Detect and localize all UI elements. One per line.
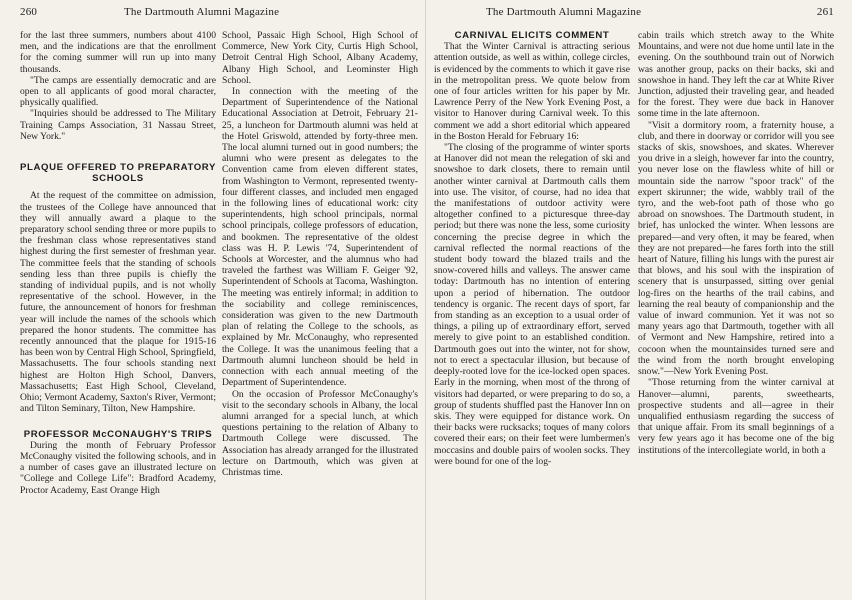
carnival-intro-paragraph: That the Winter Carnival is attracting serious attention outside, as well as within, college circles, is evidenced by the comments to which it gave rise in the metropolitan press. We quote below from one of four articles written for his paper by Mr. Lawrence Perry of the New York Evening Post, a visitor to Hanover during Carnival week. To this comment we add a short editorial which appeared in the Boston Herald for February 16:	[434, 41, 630, 142]
dormitory-paragraph: "Visit a dormitory room, a fraternity house, a club, and there in doorway or corridor will you see stacks of skis, snowshoes, and skates. Wherever you drive in a sleigh, however far into the country, you never lose on the flawless white of hill or mountain side the narrow "spoor track" of the expert skirunner; the wide, wabbly trail of the tyro, and the web-foot path of those who go abroad on snowshoes. The Dartmouth student, in brief, has unlocked the winter. When lessons are prepared—and very often, it may be feared, when they are not prepared—he fares forth into the still heart of Nature, filling his lungs with the purest air that blows, and his soul with the inspiration of scenery that is unsurpassed, sitting over genial log-fires on the hearths of the trail cabins, and learning the real beauty of companionship and the value of inward communion. Yet it was not so many years ago that Dartmouth, together with all of Vermont and New Hampshire, retired into a cocoon when the mountainsides turned sere and the wind from the north brought enveloping snow."—New York Evening Post.	[638, 119, 834, 378]
right-column-1	[434, 30, 630, 596]
albany-lunch-paragraph: On the occasion of Professor McConaughy's visit to the secondary schools in Albany, the local alumni arranged for a special lunch, at which questions pertaining to the relation of Albany to Dartmouth College were discussed. The Association has already arranged for the illustrated lecture on Dartmouth, which was given at Christmas time.	[222, 388, 418, 478]
left-running-title: The Dartmouth Alumni Magazine	[124, 6, 280, 18]
camps-continuation-paragraph: for the last three summers, numbers about 4100 men, and the indications are that the enrollment for the coming summer will run up into many thousands.	[20, 30, 216, 75]
left-column-2	[222, 30, 418, 596]
left-column-1	[20, 30, 216, 596]
right-running-head	[434, 6, 834, 20]
left-running-head	[20, 6, 416, 20]
evening-post-quote-paragraph: "The closing of the programme of winter sports at Hanover did not mean the relegation of ski and snowshoe to dark closets, there to remain until another winter carnival at Dartmouth calls them into use. The visitor, of course, had no idea that the manifestations of outdoor activity were altogether confined to a picturesque three-day period; but there was none the less, some curiosity concerning the precise degree in which the carnival reflected the normal reactions of the student body toward the blazed trails and the snow-covered hills and valleys. The answer came today: Dartmouth has no intention of entering upon a period of hibernation. The outdoor tendency is organic. The recent days of sport, far from standing as an exception to a usual order of things, a piling up of extraordinary effort, served merely to give point to an established condition. Dartmouth goes out into the winter, not for show, not to erect a spectacular illusion, but because of deeply-rooted love for the ice-locked open spaces. Early in the morning, when most of the throng of visitors had departed, or were preparing to do so, a group of students shuffled past the Hanover Inn on skis. They were equipped for distance work. On their backs were rucksacks; toques of many colors covered their ears; on their feet were lumbermen's moccasins and double pairs of woolen socks. They were bound for one of the log-	[434, 142, 630, 467]
returning-paragraph: "Those returning from the winter carnival at Hanover—alumni, parents, sweethearts, prospective students and all—agree in their unqualified enthusiasm regarding the success of that unique affair. From its small beginnings of a very few years ago it has become one of the big institutions of the intercollegiate world, in both a	[638, 377, 834, 456]
plaque-heading: PLAQUE OFFERED TO PREPARATORY SCHOOLS	[20, 162, 216, 185]
plaque-paragraph: At the request of the committee on admission, the trustees of the College have announced that they will annually award a plaque to the preparatory school sending three or more pupils to the freshman class whose representatives stand highest during the first semester of freshman year. The committee feels that the standing of schools sending less than three pupils is chiefly the standing of individual pupils, and is not wholly representative of the school. However, in the future, the announcement of honors for freshman year will include the names of the schools which prepared the honor students. The committee has recently announced that the plaque for 1915-16 has been won by Central High School, Springfield, Massachusetts. The four schools standing next highest are Holton High School, Danvers, Massachusetts; East High School, Cleveland, Ohio; Vermont Academy, Saxton's River, Vermont; and Tilton Seminary, Tilton, New Hampshire.	[20, 190, 216, 415]
camps-democratic-paragraph: "The camps are essentially democratic and are open to all applicants of good moral character, physically qualified.	[20, 74, 216, 109]
right-running-title: The Dartmouth Alumni Magazine	[486, 6, 642, 18]
trips-heading: PROFESSOR McCONAUGHY'S TRIPS	[23, 428, 213, 440]
carnival-heading: CARNIVAL ELICITS COMMENT	[454, 30, 610, 41]
spacer	[20, 415, 216, 429]
trips-paragraph: During the month of February Professor McConaughy visited the following schools, and in a number of cases gave an illustrated lecture on "College and College Life": Bradford Academy, Proctor Academy, East Orange High	[20, 439, 216, 496]
schools-list-paragraph: School, Passaic High School, High School of Commerce, New York City, Curtis High School, Detroit Central High School, Albany Academy, Albany High School, and Leominster High School.	[222, 30, 418, 86]
right-column-2	[638, 30, 834, 596]
left-page-number: 260	[20, 6, 38, 18]
right-page-number: 261	[816, 6, 834, 18]
camps-inquiries-paragraph: "Inquiries should be addressed to The Military Training Camps Association, 31 Nassau Street, New York."	[20, 108, 216, 142]
right-page	[426, 0, 852, 600]
spacer	[20, 142, 216, 162]
cabin-trails-paragraph: cabin trails which stretch away to the White Mountains, and were not due home until late in the evening. On the southbound train out of Norwich was another group, packs on their backs, ski and snowshoe in hand. They left the car at White River Junction, adjusted their traveling gear, and headed for the forest. They were due back in Hanover some time in the late afternoon.	[638, 30, 834, 120]
detroit-luncheon-paragraph: In connection with the meeting of the Department of Superintendence of the National Educational Association at Detroit, February 21-25, a luncheon for Dartmouth alumni was held at the Hotel Griswold, attended by forty-three men. The local alumni turned out in good numbers; the alumni who were present as delegates to the Convention came from eleven different states, from Washington to Vermont, represented twenty-four different classes, and included men engaged in the following lines of educational work: city superintendents, high school principals, normal school principals, college professors of education, and bookmen. The representative of the oldest class was H. P. Lewis '74, Superintendent of Schools at Worcester, and the alumnus who had traveled the farthest was William F. Geiger '92, Superintendent of Schools at Tacoma, Washington. The meeting was entirely informal; in addition to the sociability and college reminiscences, consideration was given to the new Dartmouth plan of relating the College to the schools, as explained by Mr. McConaughy, who represented the College. It was the unanimous feeling that a Dartmouth alumni luncheon should be held in connection with each annual meeting of the Department of Superintendence.	[222, 86, 418, 389]
